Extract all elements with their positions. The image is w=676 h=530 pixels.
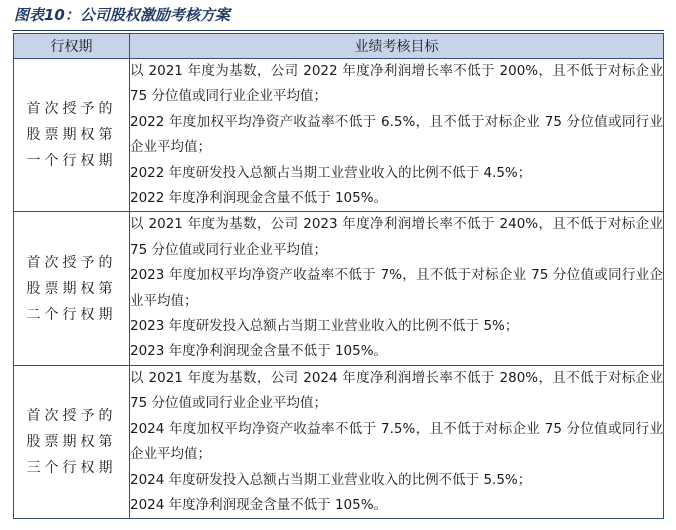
target-item: 2022 年度研发投入总额占当期工业营业收入的比例不低于 4.5%； (130, 164, 532, 181)
target-item: 2023 年度净利润现金含量不低于 105%。 (130, 343, 388, 360)
table-row (14, 365, 664, 518)
period-line: 首次授予的 (26, 101, 117, 118)
target-item: 2023 年度加权平均净资产收益率不低于 7%，且不低于对标企业 75 分位值或同行业企业平均值； (130, 267, 663, 309)
targets-cell (130, 212, 664, 365)
period-line: 股票期权第 (26, 434, 117, 451)
table-row (14, 212, 664, 365)
target-item: 2024 年度净利润现金含量不低于 105%。 (130, 496, 388, 513)
header-period: 行权期 (14, 34, 130, 59)
title-divider (12, 30, 664, 31)
targets-cell (130, 59, 664, 212)
table-row (14, 59, 664, 212)
period-line: 三个行权期 (26, 460, 117, 477)
period-line: 股票期权第 (26, 280, 117, 297)
period-line: 二个行权期 (26, 306, 117, 323)
target-item: 以 2021 年度为基数，公司 2023 年度净利润增长率不低于 240%，且不低于对标企业 75 分位值或同行业企业平均值； (130, 216, 663, 258)
target-item: 2024 年度研发投入总额占当期工业营业收入的比例不低于 5.5%； (130, 471, 532, 488)
target-item: 以 2021 年度为基数，公司 2022 年度净利润增长率不低于 200%，且不低于对标企业 75 分位值或同行业企业平均值； (130, 63, 663, 105)
period-line: 首次授予的 (26, 408, 117, 425)
table-header-row (14, 34, 664, 59)
target-item: 2024 年度加权平均净资产收益率不低于 7.5%，且不低于对标企业 75 分位值或同行业企业平均值； (130, 420, 663, 463)
header-target: 业绩考核目标 (130, 34, 664, 59)
period-cell (14, 212, 130, 365)
period-line: 一个行权期 (26, 153, 117, 170)
period-cell (14, 365, 130, 518)
period-line: 股票期权第 (26, 127, 117, 144)
figure-title: 图表10：公司股权激励考核方案 (14, 6, 230, 24)
target-item: 2022 年度净利润现金含量不低于 105%。 (130, 190, 388, 207)
target-item: 以 2021 年度为基数，公司 2024 年度净利润增长率不低于 280%，且不低于对标企业 75 分位值或同行业企业平均值； (130, 369, 663, 412)
incentive-plan-table (13, 33, 664, 519)
targets-cell (130, 365, 664, 518)
target-item: 2023 年度研发投入总额占当期工业营业收入的比例不低于 5%； (130, 318, 519, 335)
target-item: 2022 年度加权平均净资产收益率不低于 6.5%，且不低于对标企业 75 分位值或同行业企业平均值； (130, 113, 663, 156)
period-cell (14, 59, 130, 212)
period-line: 首次授予的 (26, 254, 117, 271)
